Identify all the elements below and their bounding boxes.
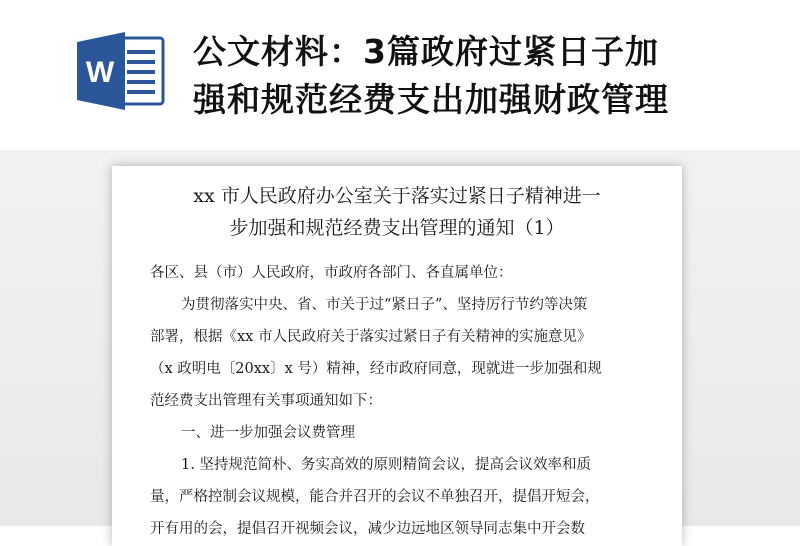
body-line: （x 政明电〔20xx〕x 号）精神，经市政府同意，现就进一步加强和规 bbox=[150, 361, 602, 377]
document-body bbox=[150, 257, 650, 545]
body-line: 为贯彻落实中央、省、市关于过“紧日子”、坚持厉行节约等决策 bbox=[181, 297, 588, 313]
word-document-icon bbox=[75, 32, 167, 110]
header bbox=[0, 0, 800, 150]
body-line: 范经费支出管理有关事项通知如下： bbox=[150, 393, 382, 409]
salutation-line: 各区、县（市）人民政府，市政府各部门、各直属单位： bbox=[150, 265, 513, 281]
document-title bbox=[112, 180, 682, 244]
document-title-line-1: xx 市人民政府办公室关于落实过紧日子精神进一 bbox=[193, 185, 601, 207]
body-line: 1. 坚持规范简朴、务实高效的原则精简会议，提高会议效率和质 bbox=[181, 457, 591, 473]
document-page bbox=[112, 166, 682, 546]
body-line: 量，严格控制会议规模，能合并召开的会议不单独召开，提倡开短会， bbox=[150, 489, 600, 505]
title-line-1: 公文材料：3篇政府过紧日子加 bbox=[193, 32, 659, 71]
document-title-line-2: 步加强和规范经费支出管理的通知（1） bbox=[229, 217, 565, 239]
word-icon-letter: W bbox=[85, 56, 115, 89]
body-line: 部署，根据《xx 市人民政府关于落实过紧日子有关精神的实施意见》 bbox=[150, 329, 592, 345]
page-title bbox=[193, 28, 753, 124]
section-heading: 一、进一步加强会议费管理 bbox=[181, 425, 355, 441]
body-line: 开有用的会，提倡召开视频会议，减少边远地区领导同志集中开会数 bbox=[150, 521, 585, 537]
title-line-2: 强和规范经费支出加强财政管理 bbox=[193, 80, 669, 119]
